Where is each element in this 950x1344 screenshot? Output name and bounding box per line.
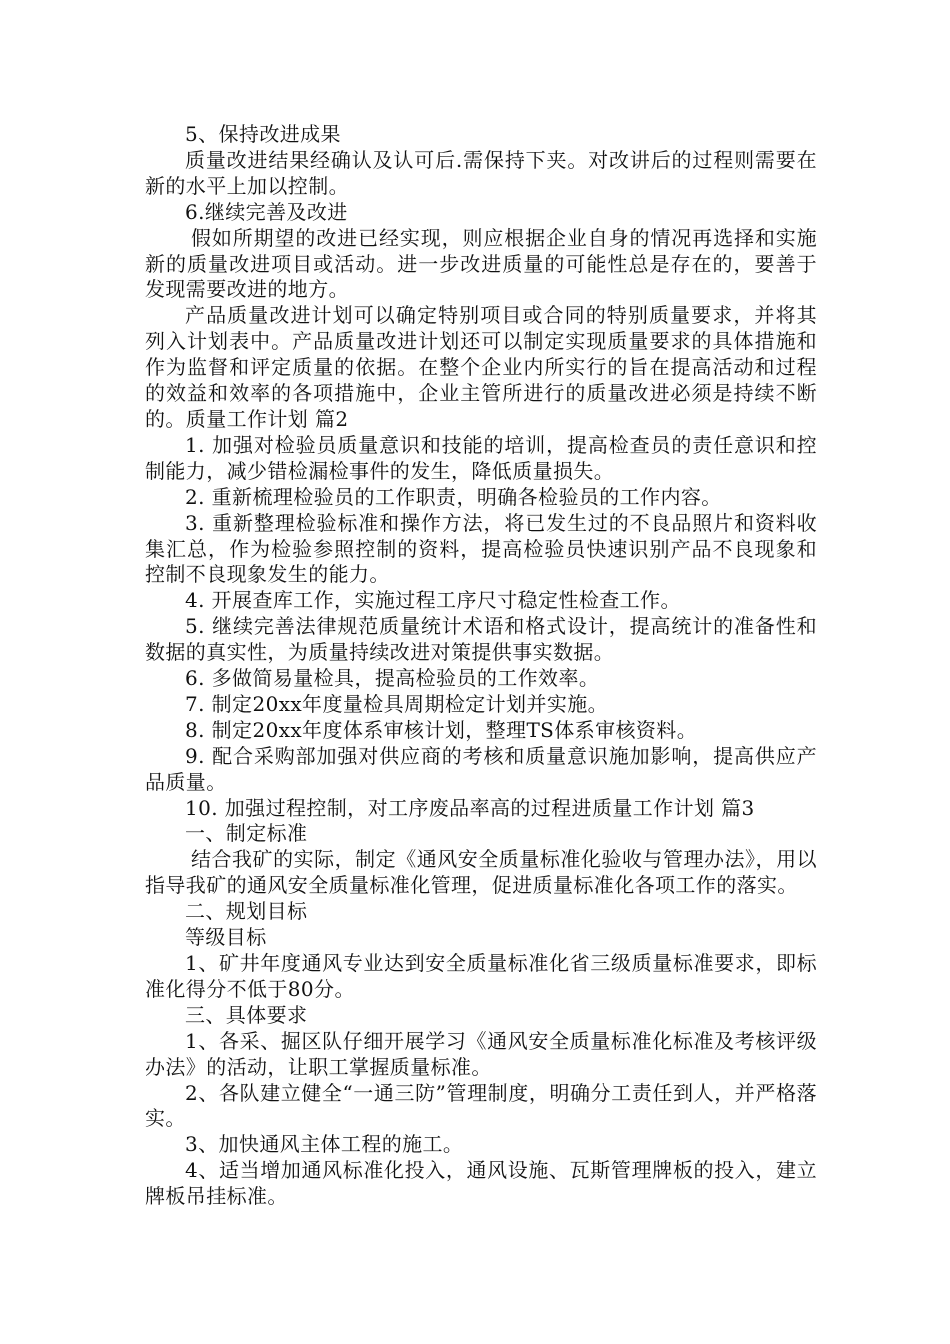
list-item-process-control: 10. 加强过程控制，对工序废品率高的过程进质量工作计划 篇3 <box>185 795 755 820</box>
heading-keep-improvement-results: 5、保持改进成果 <box>185 122 341 146</box>
heading-continue-improvement: 6.继续完善及改进 <box>185 199 348 224</box>
list-item-statistics: 5. 继续完善法律规范质量统计术语和格式设计，提高统计的准备性和数据的真实性，为质量持续改进对策提供事实数据。 <box>145 614 817 665</box>
heading-set-standards: 一、制定标准 <box>185 821 308 846</box>
requirement-item-4: 4、适当增加通风标准化投入，通风设施、瓦斯管理牌板的投入，建立牌板吊挂标准。 <box>145 1158 817 1209</box>
paragraph-keep-results-body: 质量改进结果经确认及认可后.需保持下夹。对改讲后的过程则需要在新的水平上加以控制。 <box>145 147 817 198</box>
list-item-duties: 2. 重新梳理检验员的工作职责，明确各检验员的工作内容。 <box>185 484 722 509</box>
requirement-item-2: 2、各队建立健全“一通三防”管理制度，明确分工责任到人，并严格落实。 <box>145 1080 817 1131</box>
paragraph-improvement-plan: 产品质量改进计划可以确定特别项目或合同的特别质量要求，并将其列入计划表中。产品质量改进计划还可以制定实现质量要求的具体措施和作为监督和评定质量的依据。在整个企业内所实行的旨在提高活动和过程的效益和效率的各项措施中，企业主管所进行的质量改进必须是持续不断的。质量工作计划 篇2 <box>145 303 817 431</box>
heading-planning-goals: 二、规划目标 <box>185 899 308 924</box>
list-item-audit-plan: 8. 制定20xx年度体系审核计划，整理TS体系审核资料。 <box>185 717 698 742</box>
requirement-item-3: 3、加快通风主体工程的施工。 <box>185 1132 464 1157</box>
requirement-item-1: 1、各采、掘区队仔细开展学习《通风安全质量标准化标准及考核评级办法》的活动，让职工掌握质量标准。 <box>145 1028 817 1079</box>
list-item-gauges: 6. 多做简易量检具，提高检验员的工作效率。 <box>185 666 600 691</box>
heading-specific-requirements: 三、具体要求 <box>185 1002 308 1027</box>
list-item-warehouse-check: 4. 开展查库工作，实施过程工序尺寸稳定性检查工作。 <box>185 588 681 613</box>
list-item-calibration-plan: 7. 制定20xx年度量检具周期检定计划并实施。 <box>185 691 609 716</box>
list-item-suppliers: 9. 配合采购部加强对供应商的考核和质量意识施加影响，提高供应产品质量。 <box>145 743 817 794</box>
paragraph-set-standards-body: 结合我矿的实际，制定《通风安全质量标准化验收与管理办法》，用以指导我矿的通风安全质量标准化管理，促进质量标准化各项工作的落实。 <box>145 847 817 898</box>
heading-level-goals: 等级目标 <box>185 925 267 950</box>
document-body <box>145 122 817 1210</box>
paragraph-level-goal-1: 1、矿井年度通风专业达到安全质量标准化省三级质量标准要求，即标准化得分不低于80分。 <box>145 951 817 1001</box>
paragraph-continue-improvement-body: 假如所期望的改进已经实现，则应根据企业自身的情况再选择和实施新的质量改进项目或活动。进一步改进质量的可能性总是存在的，要善于发现需要改进的地方。 <box>145 225 817 302</box>
list-item-standards: 3. 重新整理检验标准和操作方法，将已发生过的不良品照片和资料收集汇总，作为检验参照控制的资料，提高检验员快速识别产品不良现象和控制不良现象发生的能力。 <box>145 510 817 587</box>
list-item-training: 1. 加强对检验员质量意识和技能的培训，提高检查员的责任意识和控制能力，减少错检漏检事件的发生，降低质量损失。 <box>145 432 817 483</box>
